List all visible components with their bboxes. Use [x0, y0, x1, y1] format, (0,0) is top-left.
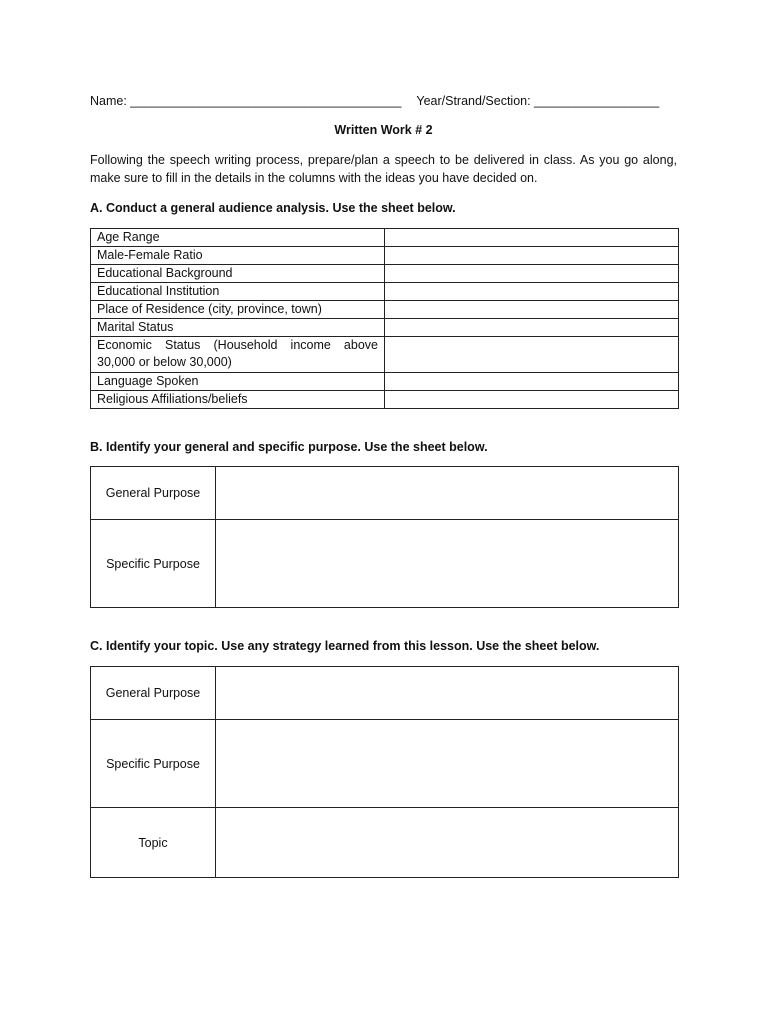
section-c-heading: C. Identify your topic. Use any strategy learned from this lesson. Use the sheet below.	[90, 639, 600, 653]
topic-table	[90, 666, 679, 878]
answer-cell[interactable]	[385, 373, 679, 391]
row-label-marital-status: Marital Status	[91, 319, 385, 337]
answer-cell[interactable]	[216, 520, 679, 608]
page-title: Written Work # 2	[334, 123, 433, 137]
purpose-table	[90, 466, 679, 608]
table-row	[91, 667, 679, 720]
answer-cell[interactable]	[385, 283, 679, 301]
answer-cell[interactable]	[216, 720, 679, 808]
table-row	[91, 301, 679, 319]
answer-cell[interactable]	[385, 265, 679, 283]
answer-cell[interactable]	[385, 319, 679, 337]
table-row	[91, 247, 679, 265]
section-a-heading: A. Conduct a general audience analysis. Use the sheet below.	[90, 201, 456, 215]
table-row	[91, 720, 679, 808]
answer-cell[interactable]	[216, 467, 679, 520]
answer-cell[interactable]	[385, 337, 679, 373]
row-label-specific-purpose: Specific Purpose	[91, 720, 216, 808]
row-label-educational-institution: Educational Institution	[91, 283, 385, 301]
table-row	[91, 808, 679, 878]
row-label-male-female-ratio: Male-Female Ratio	[91, 247, 385, 265]
row-label-general-purpose: General Purpose	[91, 667, 216, 720]
table-row	[91, 391, 679, 409]
answer-cell[interactable]	[216, 808, 679, 878]
row-label-topic: Topic	[91, 808, 216, 878]
answer-cell[interactable]	[385, 229, 679, 247]
year-strand-section-label: Year/Strand/Section: __________________	[416, 94, 660, 108]
row-label-language-spoken: Language Spoken	[91, 373, 385, 391]
name-field-label: Name: _______________________________________	[90, 94, 402, 108]
table-row	[91, 337, 679, 373]
answer-cell[interactable]	[385, 301, 679, 319]
row-label-general-purpose: General Purpose	[91, 467, 216, 520]
row-label-religious-affiliations: Religious Affiliations/beliefs	[91, 391, 385, 409]
table-row	[91, 520, 679, 608]
row-label-specific-purpose: Specific Purpose	[91, 520, 216, 608]
answer-cell[interactable]	[385, 247, 679, 265]
table-row	[91, 265, 679, 283]
table-row	[91, 467, 679, 520]
row-label-place-of-residence: Place of Residence (city, province, town)	[91, 301, 385, 319]
table-row	[91, 229, 679, 247]
row-label-economic-status: Economic Status (Household income above 30,000 or below 30,000)	[91, 337, 385, 373]
header-line	[90, 92, 690, 110]
audience-analysis-table	[90, 228, 679, 409]
instructions-paragraph: Following the speech writing process, prepare/plan a speech to be delivered in class. As you go along, make sure to fill in the details in the columns with the ideas you have decided on.	[90, 153, 677, 185]
answer-cell[interactable]	[385, 391, 679, 409]
row-label-age-range: Age Range	[91, 229, 385, 247]
table-row	[91, 283, 679, 301]
row-label-educational-background: Educational Background	[91, 265, 385, 283]
section-b-heading: B. Identify your general and specific purpose. Use the sheet below.	[90, 440, 488, 454]
table-row	[91, 319, 679, 337]
answer-cell[interactable]	[216, 667, 679, 720]
table-row	[91, 373, 679, 391]
